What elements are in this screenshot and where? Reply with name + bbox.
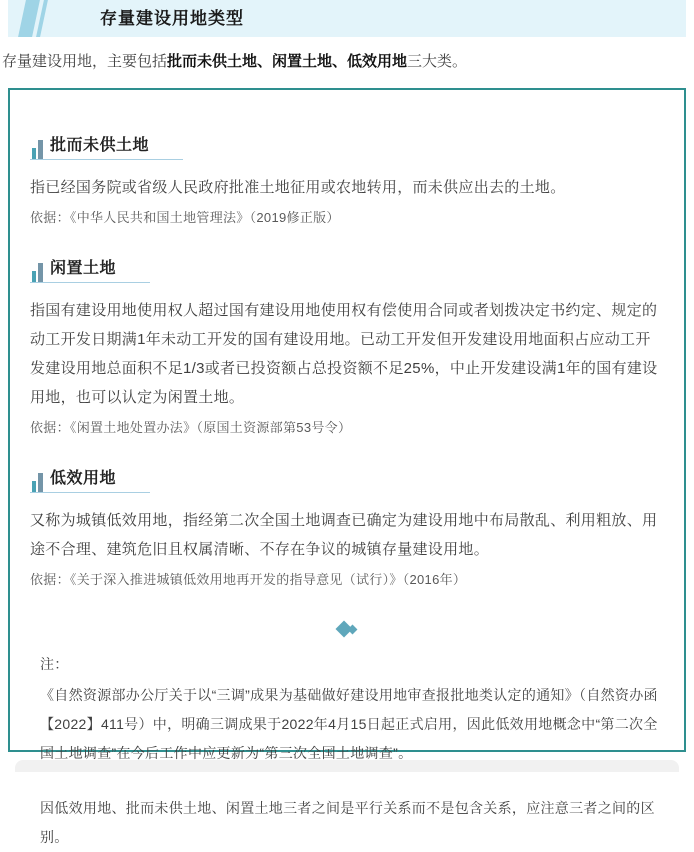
double-slash-icon bbox=[22, 0, 44, 37]
section-heading-row bbox=[30, 465, 150, 493]
section-title: 低效用地 bbox=[50, 470, 117, 487]
section-heading-row bbox=[30, 255, 150, 283]
section-basis: 依据：《闲置土地处置办法》（原国土资源部第53号令） bbox=[30, 420, 352, 435]
section-approved-unsupplied-land bbox=[30, 132, 664, 229]
note-paragraph-1: 《自然资源部办公厅关于以“三调”成果为基础做好建设用地审查报批地类认定的通知》（自然资办函【2022】411号）中，明确三调成果于2022年4月15日起正式启用，因此低效用地概念中“第二次全国土地调查”在今后工作中应更新为“第三次全国土地调查”。 bbox=[40, 687, 658, 761]
content-card bbox=[8, 88, 686, 845]
bars-marker-icon bbox=[32, 140, 43, 159]
note-block bbox=[40, 651, 664, 852]
bars-marker-icon bbox=[32, 473, 43, 492]
bars-marker-icon bbox=[32, 263, 43, 282]
page-title: 存量建设用地类型 bbox=[100, 9, 244, 28]
header-bar bbox=[8, 0, 686, 37]
section-body: 指国有建设用地使用权人超过国有建设用地使用权有偿使用合同或者划拨决定书约定、规定的动工开发日期满1年未动工开发的国有建设用地。已动工开发但开发建设用地面积占应动工开发建设用地总面积不足1/3或者已投资额占总投资额不足25%，中止开发建设满1年的国有建设用地，也可以认定为闲置土地。 bbox=[30, 302, 658, 406]
section-heading-row bbox=[30, 132, 183, 160]
section-title: 闲置土地 bbox=[50, 260, 117, 277]
intro-sentence bbox=[2, 50, 694, 74]
section-body: 指已经国务院或省级人民政府批准土地征用或农地转用，而未供应出去的土地。 bbox=[30, 179, 566, 196]
intro-suffix: 三大类。 bbox=[407, 53, 468, 70]
section-basis: 依据：《关于深入推进城镇低效用地再开发的指导意见（试行）》（2016年） bbox=[30, 572, 467, 587]
intro-prefix: 存量建设用地，主要包括 bbox=[2, 53, 168, 70]
note-label: 注： bbox=[40, 656, 69, 672]
section-body: 又称为城镇低效用地，指经第二次全国土地调查已确定为建设用地中布局散乱、利用粗放、用途不合理、建筑危旧且权属清晰、不存在争议的城镇存量建设用地。 bbox=[30, 512, 658, 558]
section-idle-land bbox=[30, 255, 664, 439]
intro-keywords: 批而未供土地、闲置土地、低效用地 bbox=[167, 53, 408, 70]
section-inefficient-land bbox=[30, 465, 664, 591]
diamond-divider-icon bbox=[30, 621, 664, 637]
section-title: 批而未供土地 bbox=[50, 137, 150, 154]
note-paragraph-2: 因低效用地、批而未供土地、闲置土地三者之间是平行关系而不是包含关系，应注意三者之间的区别。 bbox=[40, 800, 655, 845]
section-basis: 依据：《中华人民共和国土地管理法》（2019修正版） bbox=[30, 210, 340, 225]
